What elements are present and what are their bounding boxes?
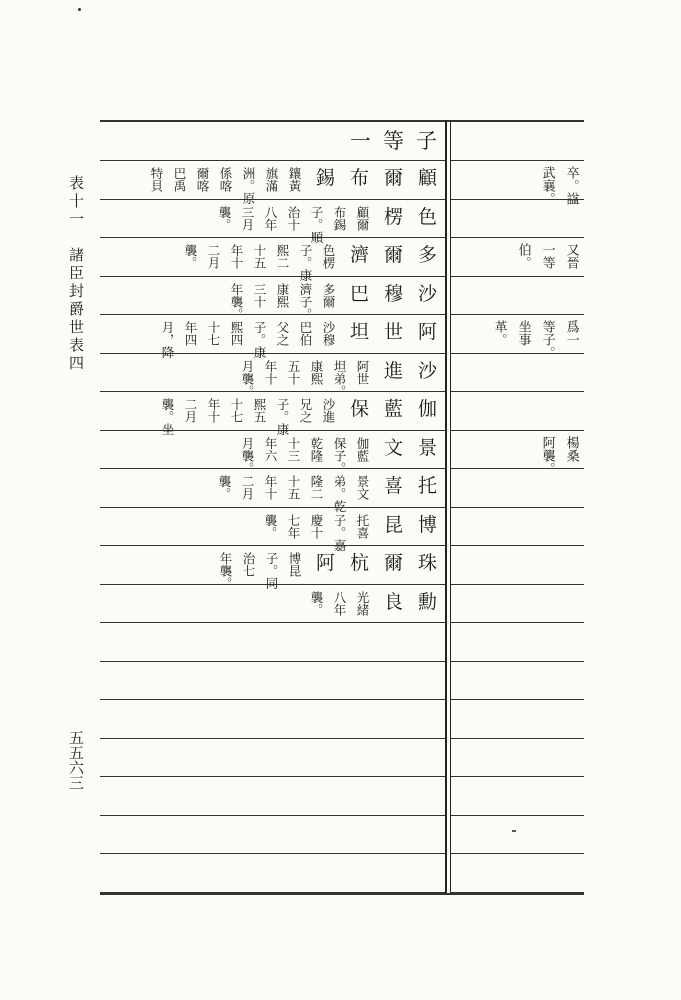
remark-note: 卒。諡 — [563, 166, 579, 205]
holder-name-char: 沙 — [418, 283, 438, 305]
succession-info: 沙穆 — [321, 321, 336, 346]
row-rule — [100, 622, 445, 623]
succession-info: 阿世 — [355, 360, 370, 385]
succession-info: 伽藍 — [355, 437, 370, 462]
holder-name-char: 杭 — [350, 552, 370, 574]
table-header-title: 一等子 — [350, 129, 449, 153]
row-rule — [100, 391, 445, 392]
succession-info: 景文 — [355, 475, 370, 500]
row-rule — [100, 430, 445, 431]
row-rule — [100, 314, 445, 315]
row-rule — [100, 276, 445, 277]
holder-name-char: 阿 — [418, 321, 438, 343]
remark-note: 武襄。 — [539, 166, 555, 205]
row-rule-note — [451, 815, 584, 816]
table-top-rule — [100, 120, 584, 122]
succession-info: 十七 — [229, 398, 244, 423]
holder-name-char: 良 — [384, 591, 404, 613]
succession-info: 子。順 — [309, 206, 324, 244]
succession-info: 乾隆 — [309, 437, 324, 462]
succession-info: 七年 — [286, 514, 301, 539]
succession-info: 子。康 — [298, 244, 313, 282]
margin-title: 表十一 諸臣封爵世表四 — [67, 175, 85, 373]
succession-info: 三十 — [252, 283, 267, 308]
succession-info: 年十 — [206, 398, 221, 423]
row-rule-note — [451, 391, 584, 392]
remark-note: 楊桑 — [563, 436, 579, 462]
succession-info: 巴禹 — [172, 167, 187, 192]
succession-info: 坦弟。 — [332, 360, 347, 398]
holder-name-char: 爾 — [384, 167, 404, 189]
row-rule-note — [451, 507, 584, 508]
remark-note: 伯。 — [515, 243, 531, 269]
succession-info: 月襲。 — [240, 437, 255, 475]
holder-name-char: 阿 — [316, 552, 336, 574]
succession-info: 特貝 — [149, 167, 164, 192]
succession-info: 年襲。 — [229, 283, 244, 321]
succession-info: 年六 — [263, 437, 278, 462]
row-rule-note — [451, 237, 584, 238]
row-rule-note — [451, 853, 584, 854]
succession-info: 保子。 — [332, 437, 347, 475]
row-rule-note — [451, 622, 584, 623]
succession-info: 襲。 — [183, 244, 198, 269]
succession-info: 二月 — [206, 244, 221, 269]
succession-info: 熙二 — [275, 244, 290, 269]
succession-info: 洲。原 — [241, 167, 256, 205]
row-rule — [100, 160, 445, 161]
succession-info: 襲。坐 — [160, 398, 175, 436]
row-rule — [100, 892, 445, 893]
succession-info: 襲。 — [309, 591, 324, 616]
holder-name-char: 保 — [350, 398, 370, 420]
row-rule-note — [451, 584, 584, 585]
succession-info: 濟子。 — [298, 283, 313, 321]
holder-name-char: 珠 — [418, 552, 438, 574]
succession-info: 三月 — [240, 206, 255, 231]
holder-name-char: 布 — [350, 167, 370, 189]
holder-name-char: 楞 — [384, 206, 404, 228]
row-rule-note — [451, 314, 584, 315]
holder-name-char: 巴 — [350, 283, 370, 305]
row-rule-note — [451, 276, 584, 277]
holder-name-char: 景 — [418, 437, 438, 459]
succession-info: 八年 — [332, 591, 347, 616]
succession-info: 治七 — [241, 552, 256, 577]
succession-info: 沙進 — [321, 398, 336, 423]
succession-info: 康熙 — [275, 283, 290, 308]
remark-note: 爲一 — [563, 320, 579, 346]
succession-info: 康熙 — [309, 360, 324, 385]
row-rule-note — [451, 661, 584, 662]
succession-info: 慶十 — [309, 514, 324, 539]
row-rule-note — [451, 776, 584, 777]
holder-name-char: 勳 — [418, 591, 438, 613]
succession-info: 多爾 — [321, 283, 336, 308]
remark-note: 等子。 — [539, 320, 555, 359]
row-rule-note — [451, 545, 584, 546]
row-rule-note — [451, 468, 584, 469]
row-rule — [100, 661, 445, 662]
holder-name-char: 托 — [418, 475, 438, 497]
succession-info: 襲。 — [263, 514, 278, 539]
succession-info: 係喀 — [218, 167, 233, 192]
row-rule-note — [451, 892, 584, 893]
succession-info: 年十 — [263, 360, 278, 385]
succession-info: 八年 — [263, 206, 278, 231]
succession-info: 巴伯 — [298, 321, 313, 346]
succession-info: 子。同 — [264, 552, 279, 590]
succession-info: 十五 — [286, 475, 301, 500]
remark-note: 阿襲。 — [539, 436, 555, 475]
succession-info: 月，降 — [160, 321, 175, 359]
holder-name-char: 博 — [418, 514, 438, 536]
holder-name-char: 喜 — [384, 475, 404, 497]
holder-name-char: 世 — [384, 321, 404, 343]
succession-info: 月襲。 — [240, 360, 255, 398]
table-bottom-rule — [100, 893, 584, 895]
succession-info: 年襲。 — [218, 552, 233, 590]
succession-info: 治十 — [286, 206, 301, 231]
holder-name-char: 爾 — [384, 552, 404, 574]
holder-name-char: 進 — [384, 360, 404, 382]
succession-info: 十三 — [286, 437, 301, 462]
holder-name-char: 錫 — [316, 167, 336, 189]
succession-info: 十五 — [252, 244, 267, 269]
holder-name-char: 藍 — [384, 398, 404, 420]
succession-info: 五十 — [286, 360, 301, 385]
succession-info: 布錫 — [332, 206, 347, 231]
row-rule — [100, 699, 445, 700]
row-rule — [100, 237, 445, 238]
row-rule-note — [451, 738, 584, 739]
row-rule-note — [451, 699, 584, 700]
row-rule — [100, 507, 445, 508]
succession-info: 色楞 — [321, 244, 336, 269]
succession-info: 十七 — [206, 321, 221, 346]
succession-info: 弟。乾 — [332, 475, 347, 513]
remark-note: 革。 — [491, 320, 507, 346]
row-rule-note — [451, 160, 584, 161]
row-rule — [100, 738, 445, 739]
row-rule — [100, 853, 445, 854]
succession-info: 鑲黃 — [287, 167, 302, 192]
holder-name-char: 沙 — [418, 360, 438, 382]
holder-name-char: 穆 — [384, 283, 404, 305]
holder-name-char: 昆 — [384, 514, 404, 536]
succession-info: 兄之 — [298, 398, 313, 423]
succession-info: 二月 — [183, 398, 198, 423]
holder-name-char: 多 — [418, 244, 438, 266]
succession-info: 子。康 — [275, 398, 290, 436]
holder-name-char: 爾 — [384, 244, 404, 266]
remark-note: 一等 — [539, 243, 555, 269]
holder-name-char: 色 — [418, 206, 438, 228]
succession-info: 熙四 — [229, 321, 244, 346]
row-rule — [100, 815, 445, 816]
succession-info: 光緒 — [355, 591, 370, 616]
succession-info: 爾喀 — [195, 167, 210, 192]
row-rule-note — [451, 430, 584, 431]
succession-info: 二月 — [240, 475, 255, 500]
succession-info: 年四 — [183, 321, 198, 346]
succession-info: 旗滿 — [264, 167, 279, 192]
succession-info: 隆二 — [309, 475, 324, 500]
succession-info: 父之 — [275, 321, 290, 346]
succession-info: 襲。 — [217, 475, 232, 500]
succession-info: 博昆 — [287, 552, 302, 577]
holder-name-char: 顧 — [418, 167, 438, 189]
succession-info: 子。康 — [252, 321, 267, 359]
holder-name-char: 坦 — [350, 321, 370, 343]
succession-info: 顧爾 — [355, 206, 370, 231]
succession-info: 子。嘉 — [332, 514, 347, 552]
table-divider — [445, 120, 447, 893]
row-rule — [100, 545, 445, 546]
row-rule — [100, 353, 445, 354]
succession-info: 襲。 — [217, 206, 232, 231]
succession-info: 年十 — [263, 475, 278, 500]
holder-name-char: 文 — [384, 437, 404, 459]
succession-info: 熙五 — [252, 398, 267, 423]
holder-name-char: 濟 — [350, 244, 370, 266]
remark-note: 又晉 — [563, 243, 579, 269]
remark-note: 坐事 — [515, 320, 531, 346]
succession-info: 托喜 — [355, 514, 370, 539]
succession-info: 年十 — [229, 244, 244, 269]
row-rule — [100, 199, 445, 200]
holder-name-char: 伽 — [418, 398, 438, 420]
row-rule-note — [451, 353, 584, 354]
page-number: 五五六三 — [67, 730, 85, 790]
row-rule — [100, 468, 445, 469]
row-rule — [100, 776, 445, 777]
